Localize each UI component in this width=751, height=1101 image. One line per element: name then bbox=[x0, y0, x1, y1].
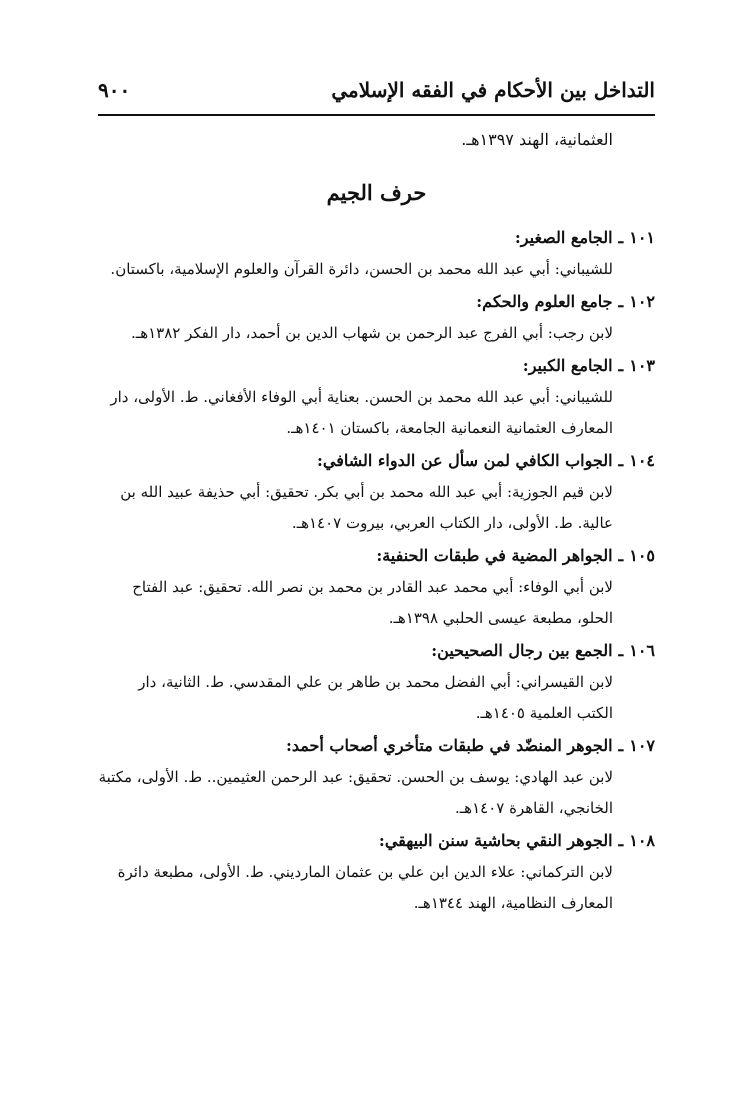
page-header bbox=[98, 68, 655, 112]
entry-number: ١٠٧ bbox=[629, 736, 655, 755]
header-rule bbox=[98, 114, 655, 116]
entry-title-line bbox=[98, 285, 655, 318]
bibliography-entry bbox=[98, 539, 655, 634]
bibliography-entry bbox=[98, 221, 655, 285]
entry-title: جامع العلوم والحكم: bbox=[476, 292, 613, 311]
entry-body: لابن التركماني: علاء الدين ابن علي بن عثمان المارديني. ط. الأولى، مطبعة دائرة المعارف النظامية، الهند ١٣٤٤هـ. bbox=[117, 863, 613, 912]
entry-body: لابن القيسراني: أبي الفضل محمد بن طاهر بن علي المقدسي. ط. الثانية، دار الكتب العلمية ١٤٠٥هـ. bbox=[138, 673, 613, 722]
entry-body: لابن رجب: أبي الفرج عبد الرحمن بن شهاب الدين بن أحمد، دار الفكر ١٣٨٢هـ. bbox=[131, 324, 613, 342]
entry-number: ١٠٦ bbox=[629, 641, 655, 660]
entry-separator: ـ bbox=[618, 228, 624, 247]
entry-separator: ـ bbox=[618, 292, 624, 311]
entry-number: ١٠٨ bbox=[629, 831, 655, 850]
entry-number: ١٠٢ bbox=[629, 292, 655, 311]
entry-title-line bbox=[98, 221, 655, 254]
bibliography-entry bbox=[98, 824, 655, 919]
entry-number: ١٠٤ bbox=[629, 451, 655, 470]
page-number: ٩٠٠ bbox=[98, 78, 131, 102]
entry-title: الجواهر المضية في طبقات الحنفية: bbox=[376, 546, 613, 565]
bibliography-entry bbox=[98, 634, 655, 729]
running-title: التداخل بين الأحكام في الفقه الإسلامي bbox=[331, 78, 655, 102]
entry-body: للشيباني: أبي عبد الله محمد بن الحسن، دائرة القرآن والعلوم الإسلامية، باكستان. bbox=[110, 260, 613, 278]
entry-title-line bbox=[98, 729, 655, 762]
entry-separator: ـ bbox=[618, 736, 624, 755]
entry-title-line bbox=[98, 349, 655, 382]
entry-title: الجواب الكافي لمن سأل عن الدواء الشافي: bbox=[316, 451, 613, 470]
entry-body: لابن أبي الوفاء: أبي محمد عبد القادر بن محمد بن نصر الله. تحقيق: عبد الفتاح الحلو، مطبعة عيسى الحلبي ١٣٩٨هـ. bbox=[132, 578, 613, 627]
entry-title-line bbox=[98, 444, 655, 477]
bibliography-entry bbox=[98, 285, 655, 349]
entry-title-line bbox=[98, 824, 655, 857]
entry-separator: ـ bbox=[618, 546, 624, 565]
continuation-text: العثمانية، الهند ١٣٩٧هـ. bbox=[461, 130, 613, 149]
entry-title-line bbox=[98, 539, 655, 572]
entry-title: الجوهر المنضّد في طبقات متأخري أصحاب أحمد: bbox=[285, 736, 613, 755]
entry-number: ١٠٥ bbox=[629, 546, 655, 565]
entry-title: الجوهر النقي بحاشية سنن البيهقي: bbox=[378, 831, 613, 850]
entry-body: لابن عبد الهادي: يوسف بن الحسن. تحقيق: عبد الرحمن العثيمين.. ط. الأولى، مكتبة الخانجي، القاهرة ١٤٠٧هـ. bbox=[98, 768, 613, 817]
page-content bbox=[98, 122, 655, 919]
entry-number: ١٠٣ bbox=[629, 356, 655, 375]
entry-separator: ـ bbox=[618, 831, 624, 850]
bibliography-entry bbox=[98, 349, 655, 444]
bibliography-entry bbox=[98, 729, 655, 824]
entry-separator: ـ bbox=[618, 641, 624, 660]
entry-title: الجامع الكبير: bbox=[522, 356, 613, 375]
entry-separator: ـ bbox=[618, 451, 624, 470]
entry-body: للشيباني: أبي عبد الله محمد بن الحسن. بعناية أبي الوفاء الأفغاني. ط. الأولى، دار المعارف العثمانية النعمانية الجامعة، باكستان ١٤٠١هـ. bbox=[110, 388, 613, 437]
section-title: حرف الجيم bbox=[326, 180, 427, 205]
bibliography-entry bbox=[98, 444, 655, 539]
entry-separator: ـ bbox=[618, 356, 624, 375]
entry-title-line bbox=[98, 634, 655, 667]
entry-body: لابن قيم الجوزية: أبي عبد الله محمد بن أبي بكر. تحقيق: أبي حذيفة عبيد الله بن عالية. ط. الأولى، دار الكتاب العربي، بيروت ١٤٠٧هـ. bbox=[120, 483, 613, 532]
entry-title: الجمع بين رجال الصحيحين: bbox=[431, 641, 613, 660]
entry-title: الجامع الصغير: bbox=[514, 228, 613, 247]
entry-number: ١٠١ bbox=[629, 228, 655, 247]
